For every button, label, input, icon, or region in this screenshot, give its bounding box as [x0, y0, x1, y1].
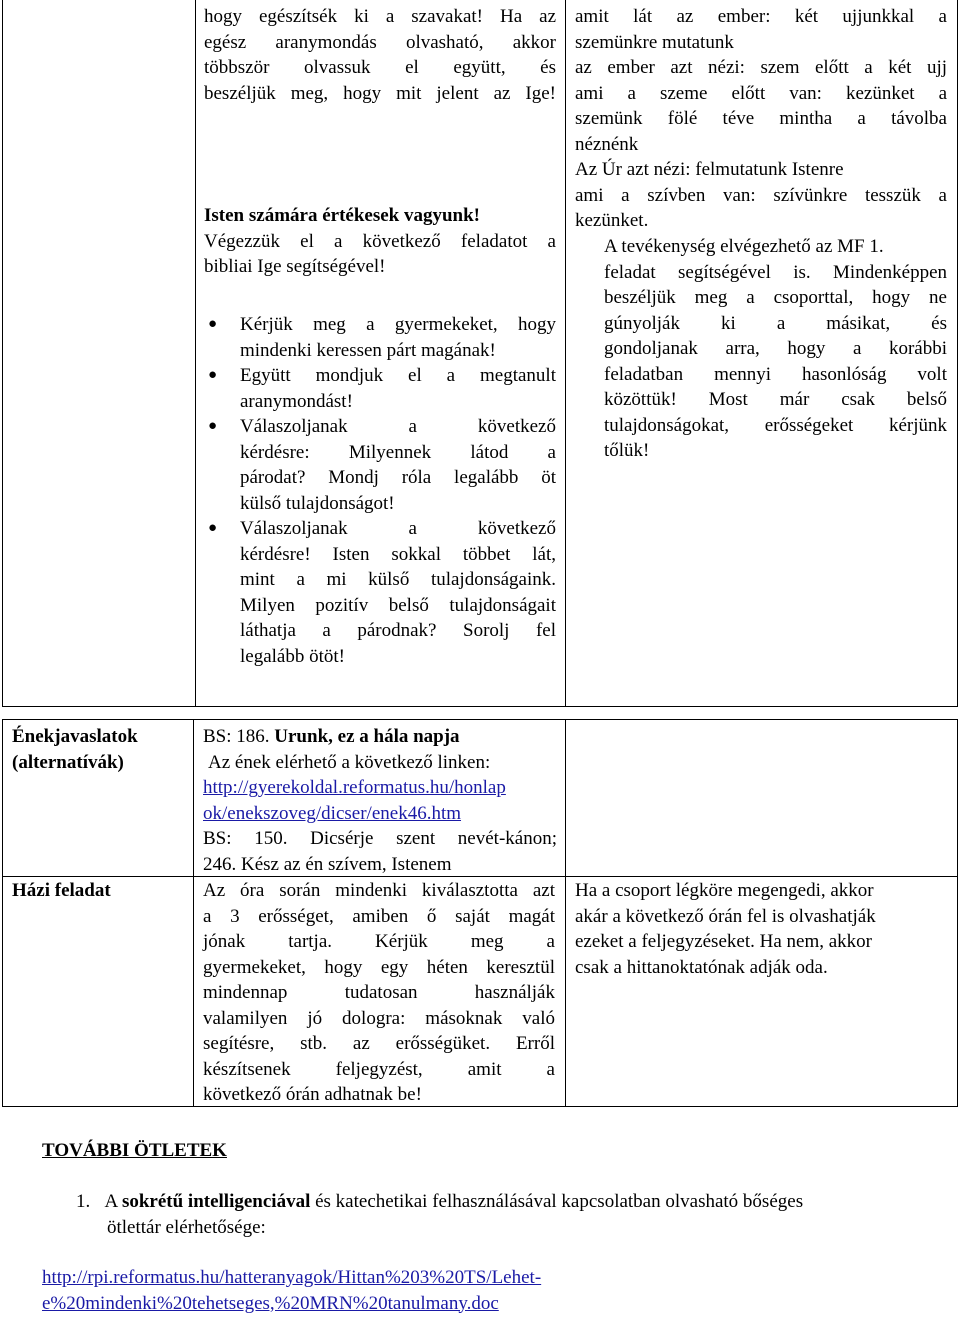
notes-cell: [575, 4, 947, 234]
table2-border-col3: [565, 719, 566, 1107]
text-line: Énekjavaslatok: [12, 726, 138, 747]
text-line: amit lát az ember: két ujjunkkal a: [575, 6, 947, 27]
text-line: mint a mi külső tulajdonságaink.: [240, 569, 556, 590]
text-line: 246. Kész az én szívem, Istenem: [203, 853, 452, 875]
text-line: láthatja a párodnak? Sorolj fel: [240, 620, 556, 641]
text-line: A tevékenység elvégezhető az MF 1.: [604, 236, 884, 257]
text-line: Együtt mondjuk el a megtanult: [240, 365, 556, 386]
text-line: ötlettár elérhetősége:: [107, 1216, 266, 1238]
bullet-item: [204, 516, 556, 669]
item-bold-text: sokrétű intelligenciával: [121, 1191, 311, 1212]
text-line: ami a szeme előtt van: kezünket a: [575, 82, 947, 104]
text-line: tőlük!: [604, 440, 650, 461]
text-line: gondoljanak arra, hogy a korábbi: [604, 338, 947, 359]
text-line: Válaszoljanak a következő: [240, 416, 556, 437]
text-line: bibliai Ige segítségével!: [204, 256, 386, 277]
table2-border-col2: [193, 719, 194, 1107]
text-line: ezeket a feljegyzéseket. Ha nem, akkor: [575, 931, 872, 952]
text-line: Az Úr azt nézi: felmutatunk Istenre: [575, 159, 844, 180]
text-line: Házi feladat: [12, 880, 111, 901]
bullet-item: [204, 414, 556, 516]
text-line: valamilyen jó dologra: másoknak való: [203, 1007, 555, 1029]
resource-link-line[interactable]: [42, 1291, 742, 1317]
text-line: az ember azt nézi: szem előtt a két ujj: [575, 57, 947, 78]
resource-link[interactable]: http://rpi.reformatus.hu/hatteranyagok/Hittan%203%20TS/Lehet-: [42, 1267, 542, 1288]
text-line: gúnyolják ki a másikat, és: [604, 312, 947, 334]
section-heading: TOVÁBBI ÖTLETEK: [42, 1140, 227, 1161]
text-line: beszéljük meg a csoporttal, hogy ne: [604, 287, 947, 308]
text-line: csak a hittanoktatónak adják oda.: [575, 956, 828, 978]
table2-border-left: [2, 719, 3, 1107]
text-line: BS: 150. Dicsérje szent nevét-kánon;: [203, 828, 557, 849]
item-text: és katechetikai felhasználásával kapcsolatban olvasható bőséges: [315, 1191, 804, 1212]
text-line: szemünk fölé téve mintha a távolba: [575, 108, 947, 129]
text-line: kezünket.: [575, 210, 649, 231]
songs-content: [203, 724, 557, 877]
text-line: a 3 erősséget, amiben ő saját magát: [203, 905, 555, 927]
further-link-block[interactable]: [42, 1265, 742, 1316]
song-entry: [203, 724, 557, 750]
table-border-col3: [565, 0, 566, 707]
song-link[interactable]: http://gyerekoldal.reformatus.hu/honlap: [203, 777, 506, 798]
text-line: feladat segítségével is. Mindenképpen: [604, 261, 947, 283]
text-line: Végezzük el a következő feladatot a: [204, 230, 556, 252]
text-line: gyermekeket, hogy egy héten keresztül: [203, 956, 555, 978]
text-line: ami a szívben van: szívünkre tesszük a: [575, 184, 947, 206]
activity-bullets: [204, 312, 556, 669]
text-line: néznénk: [575, 133, 639, 155]
text-line: mindenki keressen párt magának!: [240, 339, 496, 361]
table2-border-top: [2, 719, 958, 720]
song-title: Urunk, ez a hála napja: [274, 726, 460, 747]
notes-indented-block: [604, 234, 947, 464]
text-line: szemünkre mutatunk: [575, 31, 734, 53]
text-line: mindennap tudatosan használják: [203, 982, 555, 1003]
activity-description-cell: [204, 4, 556, 106]
table-border-left: [2, 0, 3, 707]
further-ideas-item: [76, 1189, 958, 1240]
text-line: Az óra során mindenki kiválasztotta azt: [203, 880, 555, 901]
homework-content: [203, 878, 555, 1108]
text-line: Ha a csoport légköre megengedi, akkor: [575, 880, 874, 901]
homework-notes: [575, 878, 947, 980]
bullet-item: [204, 312, 556, 363]
text-line: többször olvassuk el együtt, és: [204, 57, 556, 78]
item-text: A: [104, 1191, 118, 1212]
list-number: 1.: [76, 1191, 91, 1212]
section-heading: Isten számára értékesek vagyunk!: [204, 205, 481, 226]
text-line: kérdésre: Milyennek látod a: [240, 441, 556, 463]
text-line: hogy egészítsék ki a szavakat! Ha az: [204, 6, 556, 27]
text-line: Válaszoljanak a következő: [240, 518, 556, 539]
bullet-item: [204, 363, 556, 414]
resource-link[interactable]: e%20mindenki%20tehetseges,%20MRN%20tanulmany.doc: [42, 1292, 499, 1314]
activity-section: [204, 203, 556, 280]
text-line: Milyen pozitív belső tulajdonságait: [240, 594, 556, 616]
homework-label: [12, 878, 187, 904]
resource-link-line[interactable]: [42, 1265, 742, 1291]
text-line: jónak tartja. Kérjük meg a: [203, 931, 555, 952]
bullet-icon: ●: [208, 367, 218, 383]
table-border-bottom: [2, 706, 958, 707]
table-border-col2: [195, 0, 196, 707]
text-line: beszéljük meg, hogy mit jelent az Ige!: [204, 82, 556, 104]
text-line: készítsenek feljegyzést, amit a: [203, 1058, 555, 1080]
further-ideas-heading: [42, 1138, 227, 1164]
table-border-right: [957, 0, 958, 707]
text-line: Kérjük meg a gyermekeket, hogy: [240, 314, 556, 335]
text-line: akár a következő órán fel is olvashatják: [575, 905, 876, 927]
bullet-icon: ●: [208, 316, 218, 332]
text-line: közöttük! Most már csak belső: [604, 389, 947, 410]
list-item-line: [76, 1189, 958, 1215]
song-link-line[interactable]: [203, 801, 557, 827]
text-line: tulajdonságokat, erősségeket kérjünk: [604, 414, 947, 436]
songs-label: [12, 724, 187, 775]
text-line: (alternatívák): [12, 751, 124, 773]
table2-border-right: [957, 719, 958, 1107]
text-line: következő órán adhatnak be!: [203, 1084, 422, 1105]
text-line: külső tulajdonságot!: [240, 492, 395, 514]
text-line: egész aranymondás olvasható, akkor: [204, 31, 556, 53]
song-link[interactable]: ok/enekszoveg/dicser/enek46.htm: [203, 802, 462, 824]
text-line: legalább ötöt!: [240, 645, 345, 667]
bullet-icon: ●: [208, 520, 218, 536]
song-link-line[interactable]: [203, 775, 557, 801]
text-line: kérdésre! Isten sokkal többet lát,: [240, 543, 556, 565]
song-number: BS: 186.: [203, 726, 270, 747]
text-line: segítésre, stb. az erősségüket. Erről: [203, 1033, 555, 1054]
text-line: párodat? Mondj róla legalább öt: [240, 467, 556, 488]
text-line: feladatban mennyi hasonlóság volt: [604, 363, 947, 385]
link-intro: Az ének elérhető a következő linken:: [208, 751, 491, 773]
text-line: aranymondást!: [240, 390, 353, 412]
bullet-icon: ●: [208, 418, 218, 434]
